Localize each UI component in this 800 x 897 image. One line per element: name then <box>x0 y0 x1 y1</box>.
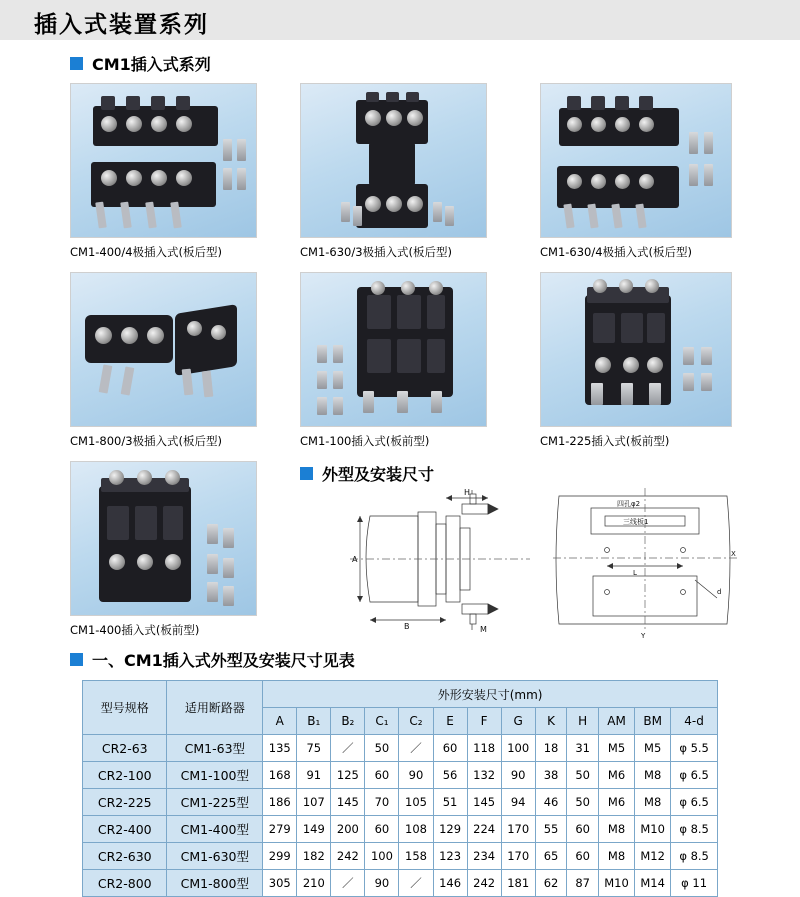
cell-AM: M6 <box>598 762 634 789</box>
cell-H: 50 <box>567 789 599 816</box>
cell-B1: 182 <box>297 843 331 870</box>
cell-BM: M12 <box>635 843 671 870</box>
cell-G: 170 <box>501 843 535 870</box>
cell-4d: φ 5.5 <box>671 735 718 762</box>
product-image-7 <box>70 461 257 616</box>
cell-E: 129 <box>433 816 467 843</box>
cell-B2: ／ <box>331 870 365 897</box>
svg-text:B: B <box>404 622 410 631</box>
th-E: E <box>433 708 467 735</box>
cell-AM: M8 <box>598 816 634 843</box>
table-row <box>83 789 718 816</box>
cell-G: 94 <box>501 789 535 816</box>
cell-4d: φ 8.5 <box>671 816 718 843</box>
product-image-2 <box>300 83 487 238</box>
svg-text:M: M <box>480 625 487 634</box>
cell-AM: M8 <box>598 843 634 870</box>
dimension-table <box>82 680 718 897</box>
page-title: 插入式装置系列 <box>34 12 209 38</box>
table-row <box>83 816 718 843</box>
cell-breaker: CM1-225型 <box>167 789 263 816</box>
cell-C1: 50 <box>365 735 399 762</box>
cell-breaker: CM1-100型 <box>167 762 263 789</box>
cell-E: 123 <box>433 843 467 870</box>
cell-F: 118 <box>467 735 501 762</box>
cell-breaker: CM1-630型 <box>167 843 263 870</box>
cell-A: 299 <box>263 843 297 870</box>
section-header-products: CM1插入式系列 <box>70 52 211 75</box>
product-image-3 <box>540 83 732 238</box>
cell-H: 60 <box>567 816 599 843</box>
product-caption-2: CM1-630/3极插入式(板后型) <box>300 245 453 259</box>
bullet-square-icon-2 <box>300 467 313 480</box>
cell-AM: M10 <box>598 870 634 897</box>
cell-AM: M6 <box>598 789 634 816</box>
cell-C1: 90 <box>365 870 399 897</box>
product-caption-1: CM1-400/4极插入式(板后型) <box>70 245 223 259</box>
cell-4d: φ 6.5 <box>671 789 718 816</box>
th-K: K <box>535 708 567 735</box>
th-model: 型号规格 <box>83 681 167 735</box>
cell-BM: M8 <box>635 762 671 789</box>
cell-E: 56 <box>433 762 467 789</box>
cell-4d: φ 11 <box>671 870 718 897</box>
section-header-table: 一、CM1插入式外型及安装尺寸见表 <box>70 648 355 671</box>
svg-text:四孔φ2: 四孔φ2 <box>617 500 641 508</box>
cell-E: 146 <box>433 870 467 897</box>
cell-G: 181 <box>501 870 535 897</box>
cell-H: 87 <box>567 870 599 897</box>
cell-H: 60 <box>567 843 599 870</box>
cell-BM: M10 <box>635 816 671 843</box>
cell-breaker: CM1-63型 <box>167 735 263 762</box>
cell-A: 279 <box>263 816 297 843</box>
cell-C1: 70 <box>365 789 399 816</box>
product-caption-4: CM1-800/3极插入式(板后型) <box>70 434 223 448</box>
cell-model: CR2-63 <box>83 735 167 762</box>
svg-text:H: H <box>464 488 471 497</box>
cell-A: 305 <box>263 870 297 897</box>
table-row <box>83 762 718 789</box>
cell-F: 234 <box>467 843 501 870</box>
bullet-square-icon <box>70 57 83 70</box>
cell-C1: 60 <box>365 762 399 789</box>
cell-B1: 107 <box>297 789 331 816</box>
svg-text:L: L <box>633 569 637 577</box>
cell-F: 145 <box>467 789 501 816</box>
dimension-drawing-front <box>350 488 530 638</box>
cell-model: CR2-630 <box>83 843 167 870</box>
product-image-6 <box>540 272 732 427</box>
cell-breaker: CM1-800型 <box>167 870 263 897</box>
cell-F: 242 <box>467 870 501 897</box>
cell-model: CR2-800 <box>83 870 167 897</box>
cell-C1: 100 <box>365 843 399 870</box>
svg-text:三线板1: 三线板1 <box>623 518 649 526</box>
th-G: G <box>501 708 535 735</box>
cell-C2: 105 <box>399 789 433 816</box>
cell-model: CR2-225 <box>83 789 167 816</box>
product-image-5 <box>300 272 487 427</box>
svg-text:A: A <box>352 555 358 564</box>
cell-B1: 75 <box>297 735 331 762</box>
cell-BM: M5 <box>635 735 671 762</box>
cell-B2: 125 <box>331 762 365 789</box>
cell-K: 46 <box>535 789 567 816</box>
cell-B2: 200 <box>331 816 365 843</box>
dimension-drawing-panel <box>545 480 745 640</box>
cell-B2: ／ <box>331 735 365 762</box>
cell-model: CR2-100 <box>83 762 167 789</box>
cell-K: 18 <box>535 735 567 762</box>
svg-text:Y: Y <box>641 632 646 640</box>
cell-C2: ／ <box>399 870 433 897</box>
cell-B2: 242 <box>331 843 365 870</box>
th-C1: C₁ <box>365 708 399 735</box>
cell-K: 55 <box>535 816 567 843</box>
cell-K: 65 <box>535 843 567 870</box>
table-row <box>83 843 718 870</box>
cell-B1: 210 <box>297 870 331 897</box>
product-image-4 <box>70 272 257 427</box>
cell-BM: M8 <box>635 789 671 816</box>
th-B1: B₁ <box>297 708 331 735</box>
th-AM: AM <box>598 708 634 735</box>
bullet-square-icon-3 <box>70 653 83 666</box>
th-BM: BM <box>635 708 671 735</box>
cell-K: 62 <box>535 870 567 897</box>
cell-F: 224 <box>467 816 501 843</box>
cell-B1: 149 <box>297 816 331 843</box>
th-dims: 外形安装尺寸(mm) <box>263 681 718 708</box>
cell-C1: 60 <box>365 816 399 843</box>
section-header-dimensions: 外型及安装尺寸 <box>300 462 434 485</box>
th-4d: 4-d <box>671 708 718 735</box>
table-row <box>83 870 718 897</box>
cell-K: 38 <box>535 762 567 789</box>
cell-E: 51 <box>433 789 467 816</box>
product-caption-3: CM1-630/4极插入式(板后型) <box>540 245 693 259</box>
th-B2: B₂ <box>331 708 365 735</box>
cell-model: CR2-400 <box>83 816 167 843</box>
cell-breaker: CM1-400型 <box>167 816 263 843</box>
cell-B2: 145 <box>331 789 365 816</box>
cell-C2: 158 <box>399 843 433 870</box>
cell-A: 168 <box>263 762 297 789</box>
cell-H: 31 <box>567 735 599 762</box>
cell-G: 170 <box>501 816 535 843</box>
svg-text:d: d <box>717 588 722 596</box>
cell-BM: M14 <box>635 870 671 897</box>
svg-text:X: X <box>731 550 736 558</box>
cell-AM: M5 <box>598 735 634 762</box>
th-H: H <box>567 708 599 735</box>
cell-4d: φ 8.5 <box>671 843 718 870</box>
th-breaker: 适用断路器 <box>167 681 263 735</box>
cell-H: 50 <box>567 762 599 789</box>
cell-C2: 90 <box>399 762 433 789</box>
table-header-row-1 <box>83 681 718 708</box>
cell-A: 135 <box>263 735 297 762</box>
product-caption-7: CM1-400插入式(板前型) <box>70 623 200 637</box>
th-C2: C₂ <box>399 708 433 735</box>
th-F: F <box>467 708 501 735</box>
cell-C2: ／ <box>399 735 433 762</box>
cell-B1: 91 <box>297 762 331 789</box>
product-caption-5: CM1-100插入式(板前型) <box>300 434 430 448</box>
table-row <box>83 735 718 762</box>
cell-G: 100 <box>501 735 535 762</box>
product-caption-6: CM1-225插入式(板前型) <box>540 434 670 448</box>
cell-G: 90 <box>501 762 535 789</box>
product-image-1 <box>70 83 257 238</box>
cell-F: 132 <box>467 762 501 789</box>
th-A: A <box>263 708 297 735</box>
cell-E: 60 <box>433 735 467 762</box>
cell-C2: 108 <box>399 816 433 843</box>
cell-4d: φ 6.5 <box>671 762 718 789</box>
cell-A: 186 <box>263 789 297 816</box>
